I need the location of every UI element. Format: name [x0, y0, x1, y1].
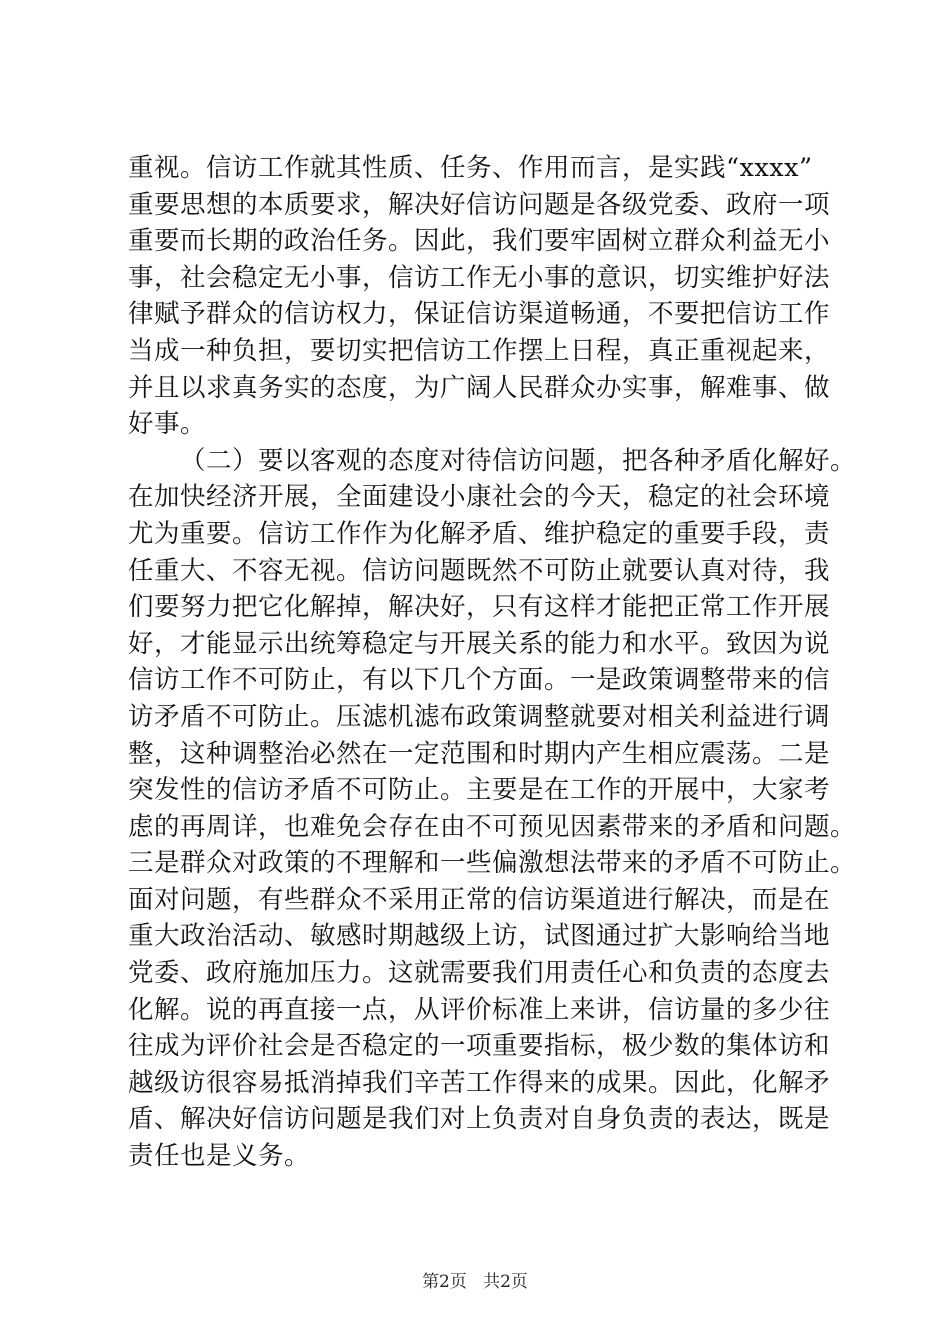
text-line-8: 好事。: [128, 409, 207, 440]
page-number: 第2页: [422, 1272, 467, 1292]
text-line-26: 越级访很容易抵消掉我们辛苦工作得来的成果。因此，化解矛: [128, 1067, 831, 1098]
text-line-20: 三是群众对政策的不理解和一些偏激想法带来的矛盾不可防止。: [128, 848, 857, 879]
text-line-24: 化解。说的再直接一点，从评价标准上来讲，信访量的多少往: [128, 994, 831, 1025]
body-text: [128, 150, 857, 1175]
text-line-7: 并且以求真务实的态度，为广阔人民群众办实事，解难事、做: [128, 372, 831, 403]
text-line-12: 任重大、不容无视。信访问题既然不可防止就要认真对待，我: [128, 555, 831, 586]
text-line-6: 当成一种负担，要切实把信访工作摆上日程，真正重视起来，: [128, 335, 831, 366]
text-line-23: 党委、政府施加压力。这就需要我们用责任心和负责的态度去: [128, 958, 831, 989]
text-line-28: 责任也是义务。: [128, 1141, 311, 1172]
text-line-18: 突发性的信访矛盾不可防止。主要是在工作的开展中，大家考: [128, 775, 831, 806]
text-line-10: 在加快经济开展，全面建设小康社会的今天，稳定的社会环境: [128, 482, 831, 513]
text-line-15: 信访工作不可防止，有以下几个方面。一是政策调整带来的信: [128, 665, 831, 696]
text-line-4: 事，社会稳定无小事，信访工作无小事的意识，切实维护好法: [128, 262, 831, 293]
text-line-14: 好，才能显示出统筹稳定与开展关系的能力和水平。致因为说: [128, 628, 831, 659]
footer-separator: [472, 1272, 477, 1292]
text-line-21: 面对问题，有些群众不采用正常的信访渠道进行解决，而是在: [128, 884, 831, 915]
text-line-19: 虑的再周详，也难免会存在由不可预见因素带来的矛盾和问题。: [128, 811, 857, 842]
text-line-25: 往成为评价社会是否稳定的一项重要指标，极少数的集体访和: [128, 1031, 831, 1062]
text-line-22: 重大政治活动、敏感时期越级上访，试图通过扩大影响给当地: [128, 921, 831, 952]
page-footer: [0, 1271, 950, 1293]
text-line-11: 尤为重要。信访工作作为化解矛盾、维护稳定的重要手段，责: [128, 518, 831, 549]
text-line-13: 们要努力把它化解掉，解决好，只有这样才能把正常工作开展: [128, 592, 831, 623]
text-line-17: 整，这种调整治必然在一定范围和时期内产生相应震荡。二是: [128, 738, 831, 769]
text-line-1: 重视。信访工作就其性质、任务、作用而言，是实践“xxxx”: [128, 153, 813, 183]
text-line-27: 盾、解决好信访问题是我们对上负责对自身负责的表达，既是: [128, 1104, 831, 1135]
page-total: 共2页: [483, 1272, 528, 1292]
text-line-5: 律赋予群众的信访权力，保证信访渠道畅通，不要把信访工作: [128, 299, 831, 330]
text-line-2: 重要思想的本质要求，解决好信访问题是各级党委、政府一项: [128, 189, 831, 220]
text-line-16: 访矛盾不可防止。压滤机滤布政策调整就要对相关利益进行调: [128, 701, 831, 732]
text-line-3: 重要而长期的政治任务。因此，我们要牢固树立群众利益无小: [128, 226, 831, 257]
section-heading-line: （二）要以客观的态度对待信访问题，把各种矛盾化解好。: [180, 445, 857, 476]
